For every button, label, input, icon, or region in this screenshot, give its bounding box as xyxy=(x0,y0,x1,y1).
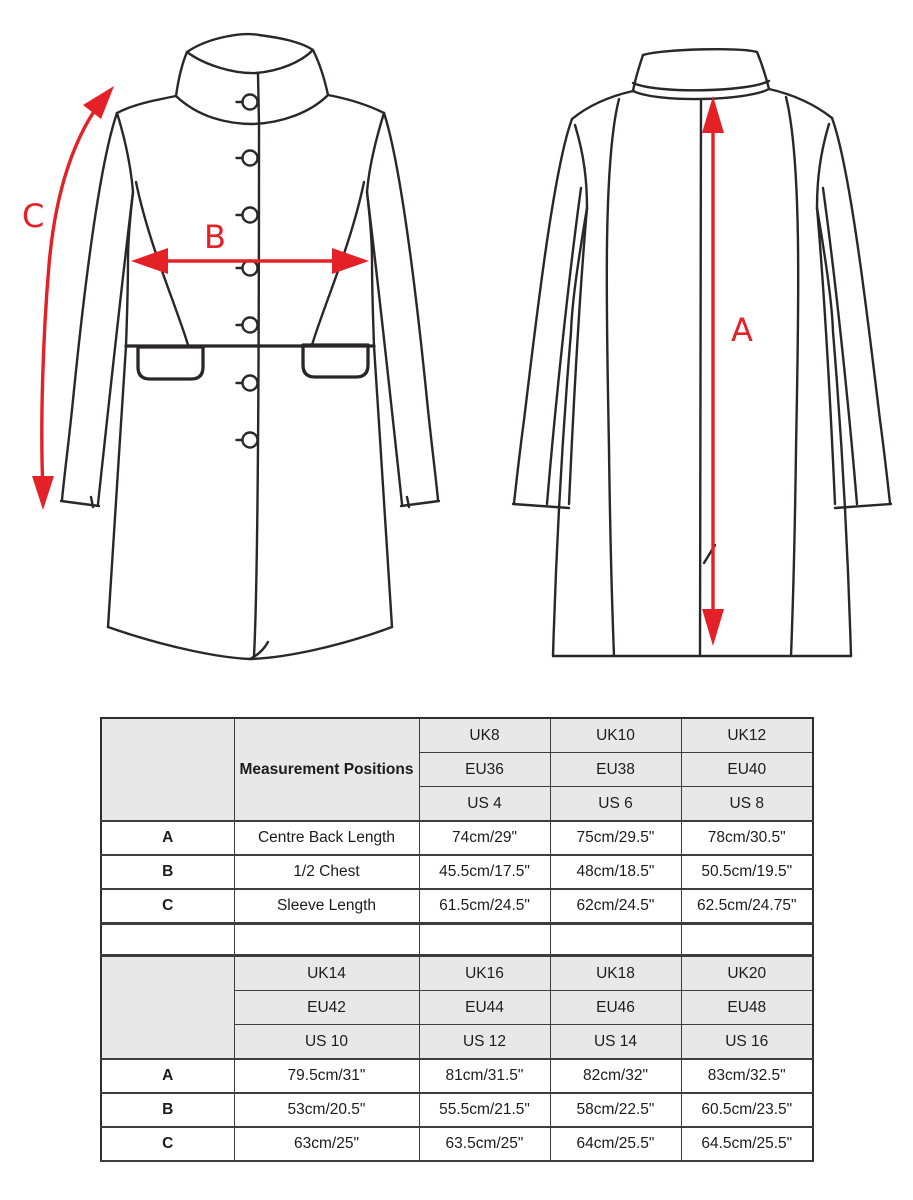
back-cuff-right xyxy=(835,504,891,508)
measurement-value-cell: 78cm/30.5" xyxy=(681,821,813,855)
measurement-value-cell: 64.5cm/25.5" xyxy=(681,1127,813,1161)
collar-left-edge xyxy=(176,52,187,96)
front-hem xyxy=(108,627,392,659)
side-seam-right xyxy=(367,192,374,346)
measurement-value-cell: 58cm/22.5" xyxy=(550,1093,681,1127)
arrow-c-curve xyxy=(42,95,106,492)
hem-center-curve xyxy=(250,642,268,659)
size-header-cell: UK12 xyxy=(681,718,813,753)
table1-row-c xyxy=(101,889,813,924)
row-key-cell: A xyxy=(101,821,234,855)
measurement-value-cell: 81cm/31.5" xyxy=(419,1059,550,1093)
arrow-c-head-top xyxy=(83,86,114,119)
size-header-cell: US 12 xyxy=(419,1025,550,1060)
size-header-cell: EU44 xyxy=(419,991,550,1025)
row-key-cell: C xyxy=(101,1127,234,1161)
size-header-cell: US 14 xyxy=(550,1025,681,1060)
armhole-right xyxy=(367,113,384,192)
measurement-value-cell: 75cm/29.5" xyxy=(550,821,681,855)
shoulder-left xyxy=(117,96,176,113)
back-collar-band-upper xyxy=(633,81,769,90)
table2-row-c xyxy=(101,1127,813,1161)
row-key-cell: B xyxy=(101,855,234,889)
measurement-value-cell: 45.5cm/17.5" xyxy=(419,855,550,889)
size-chart-table xyxy=(100,717,814,1162)
coat-back-view xyxy=(513,49,891,656)
arrow-c-head-bottom xyxy=(32,476,54,510)
size-header-cell: US 6 xyxy=(550,787,681,822)
row-key-cell: B xyxy=(101,1093,234,1127)
measurement-value-cell: 82cm/32" xyxy=(550,1059,681,1093)
back-collar-top xyxy=(643,49,757,55)
size-header-cell: US 10 xyxy=(234,1025,419,1060)
arrow-a-head-top xyxy=(702,96,724,133)
button xyxy=(243,318,258,333)
corner-cell xyxy=(101,718,234,821)
cuff-right xyxy=(401,501,439,506)
measurement-value-cell: 63cm/25" xyxy=(234,1127,419,1161)
sleeve-left-outer xyxy=(62,113,117,500)
measurement-name-cell: Sleeve Length xyxy=(234,889,419,924)
measurement-value-cell: 61.5cm/24.5" xyxy=(419,889,550,924)
size-header-cell: EU42 xyxy=(234,991,419,1025)
back-sleeve-left-seam xyxy=(547,188,581,504)
table1-row-b xyxy=(101,855,813,889)
measurement-value-cell: 48cm/18.5" xyxy=(550,855,681,889)
table1-uk-row xyxy=(101,718,813,753)
row-key-cell: C xyxy=(101,889,234,924)
back-princess-right xyxy=(786,97,798,656)
button xyxy=(243,151,258,166)
size-header-cell: UK14 xyxy=(234,956,419,991)
arrow-a-head-bottom xyxy=(702,609,724,646)
measurement-value-cell: 53cm/20.5" xyxy=(234,1093,419,1127)
arrow-b-head-right xyxy=(332,248,369,274)
size-header-cell: EU46 xyxy=(550,991,681,1025)
table2-uk-row xyxy=(101,956,813,991)
size-header-cell: UK10 xyxy=(550,718,681,753)
collar-right-edge xyxy=(313,50,328,95)
size-header-cell: US 8 xyxy=(681,787,813,822)
armhole-left xyxy=(117,113,133,192)
measurement-value-cell: 50.5cm/19.5" xyxy=(681,855,813,889)
measurement-name-cell: 1/2 Chest xyxy=(234,855,419,889)
measurement-value-cell: 62cm/24.5" xyxy=(550,889,681,924)
label-c: C xyxy=(22,197,45,235)
measurement-value-cell: 79.5cm/31" xyxy=(234,1059,419,1093)
size-header-cell: UK18 xyxy=(550,956,681,991)
pocket-flap-right xyxy=(303,345,368,377)
back-shoulder-left xyxy=(572,91,633,119)
shoulder-right xyxy=(328,95,384,113)
measure-arrow-a xyxy=(702,96,753,646)
measurement-value-cell: 62.5cm/24.75" xyxy=(681,889,813,924)
button xyxy=(243,376,258,391)
back-sleeve-right-seam xyxy=(823,188,857,504)
size-header-cell: US 4 xyxy=(419,787,550,822)
back-cuff-left xyxy=(513,504,569,508)
front-buttons xyxy=(237,95,258,448)
size-chart xyxy=(100,717,812,1162)
neck-opening xyxy=(187,34,313,73)
measurement-name-cell: Centre Back Length xyxy=(234,821,419,855)
arrow-b-head-left xyxy=(131,248,168,274)
pocket-flap-left xyxy=(138,347,203,379)
measurement-positions-header: Measurement Positions xyxy=(234,718,419,821)
button xyxy=(243,95,258,110)
label-a: A xyxy=(731,311,753,349)
size-header-cell: EU48 xyxy=(681,991,813,1025)
measurement-value-cell: 74cm/29" xyxy=(419,821,550,855)
size-header-cell: US 16 xyxy=(681,1025,813,1060)
size-header-cell: UK8 xyxy=(419,718,550,753)
button xyxy=(243,433,258,448)
table2-row-b xyxy=(101,1093,813,1127)
measurement-value-cell: 64cm/25.5" xyxy=(550,1127,681,1161)
size-header-cell: UK20 xyxy=(681,956,813,991)
coat-front-view xyxy=(61,34,439,659)
sleeve-right-outer xyxy=(384,113,438,500)
back-shoulder-right xyxy=(769,89,832,118)
measurement-value-cell: 55.5cm/21.5" xyxy=(419,1093,550,1127)
center-back-seam xyxy=(700,101,701,656)
measurement-value-cell: 60.5cm/23.5" xyxy=(681,1093,813,1127)
button xyxy=(243,208,258,223)
side-seam-left xyxy=(126,192,133,346)
corner-cell xyxy=(101,956,234,1060)
size-header-cell: EU40 xyxy=(681,753,813,787)
back-princess-left xyxy=(607,99,619,656)
row-key-cell: A xyxy=(101,1059,234,1093)
button xyxy=(243,261,258,276)
table1-row-a xyxy=(101,821,813,855)
measurement-value-cell: 63.5cm/25" xyxy=(419,1127,550,1161)
size-header-cell: UK16 xyxy=(419,956,550,991)
spacer-row xyxy=(101,924,813,956)
measurement-value-cell: 83cm/32.5" xyxy=(681,1059,813,1093)
label-b: B xyxy=(204,218,226,256)
size-header-cell: EU38 xyxy=(550,753,681,787)
size-header-cell: EU36 xyxy=(419,753,550,787)
table2-row-a xyxy=(101,1059,813,1093)
